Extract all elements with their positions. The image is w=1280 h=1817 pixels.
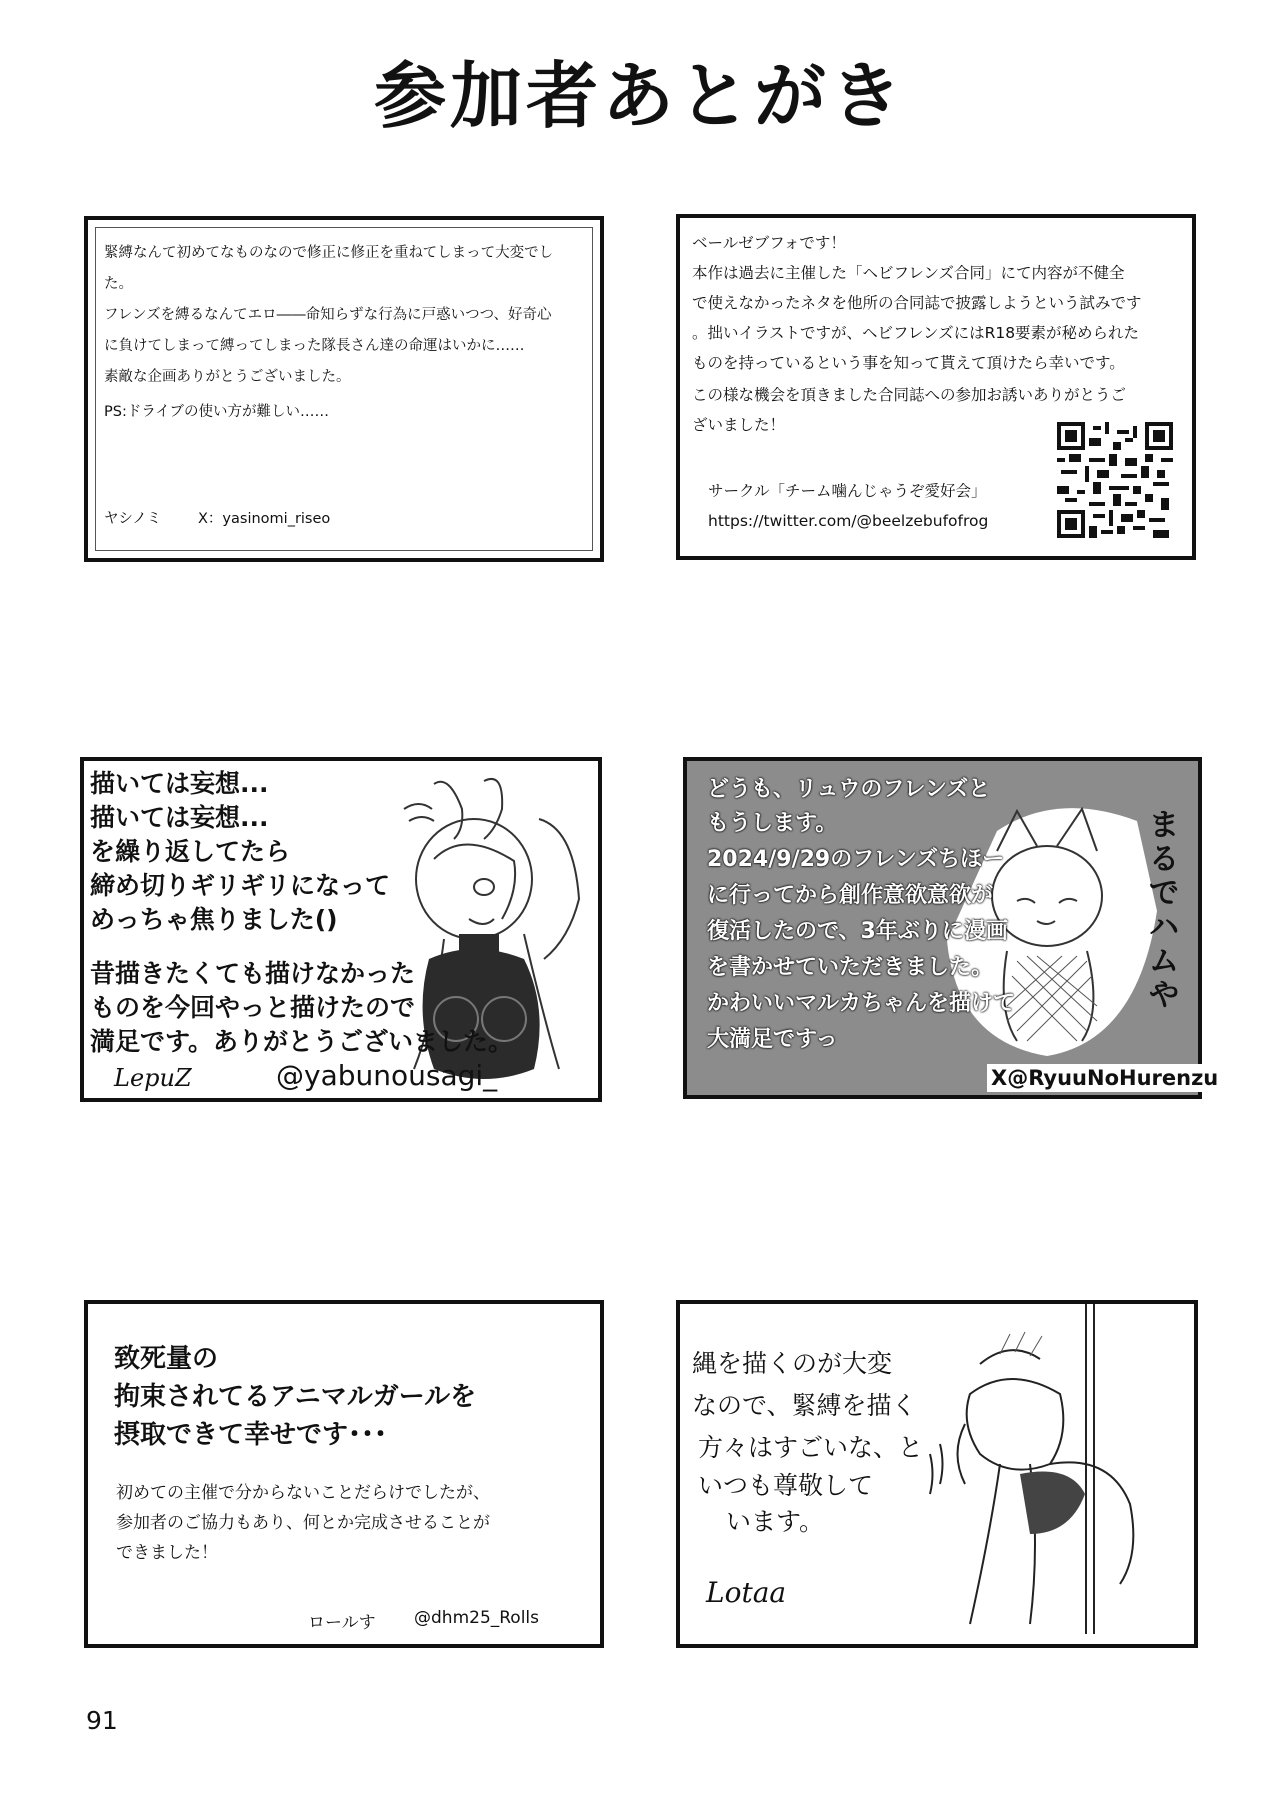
panel-text-line: フレンズを縛るなんてエロ――命知らずな行為に戸惑いつつ、好奇心 [104, 307, 552, 323]
panel-text-line: ざいました！ [692, 416, 786, 434]
author-signature: LepuZ [114, 1064, 192, 1092]
panel-headline: 致死量の [114, 1344, 219, 1374]
panel-text-line: た。 [104, 276, 133, 292]
author-handle: X：yasinomi_riseo [198, 511, 331, 527]
panel-headline: 摂取できて幸せです･･･ [114, 1420, 388, 1450]
handwritten-line: います。 [726, 1507, 825, 1536]
afterword-panel-rolls [84, 1300, 604, 1648]
author-handle: @yabunousagi_ [276, 1059, 498, 1092]
panel-text-line: 描いては妄想... [90, 803, 269, 832]
page-number: 91 [86, 1706, 118, 1735]
author-name: ロールす [308, 1613, 376, 1633]
panel-text-line: できました！ [116, 1543, 218, 1563]
panel-text-line: もうします。 [707, 811, 838, 836]
author-handle: @dhm25_Rolls [414, 1608, 540, 1628]
panel-text-line: に行ってから創作意欲意欲が [707, 883, 994, 908]
panel-text-line: 復活したので、3年ぶりに漫画 [707, 919, 1008, 944]
panel-text-line: どうも、リュウのフレンズと [707, 777, 991, 802]
panel-text-line: 描いては妄想... [90, 769, 269, 798]
afterword-panel-ryuu [683, 757, 1219, 1099]
handwritten-line: 縄を描くのが大変 [692, 1349, 893, 1378]
author-signature: Lotaa [706, 1576, 787, 1609]
panel-text-line: で使えなかったネタを他所の合同誌で披露しようという試みです [692, 294, 1142, 312]
page-title: 参加者あとがき [373, 54, 906, 138]
panel-text-line: に負けてしまって縛ってしまった隊長さん達の命運はいかに…… [104, 338, 525, 354]
author-name: ヤシノミ [104, 511, 162, 527]
afterword-panel-lotaa [676, 1300, 1198, 1648]
panel-text-line: ものを今回やっと描けたので [90, 993, 416, 1022]
handwritten-line: いつも尊敬して [698, 1471, 874, 1500]
panel-text-line: 満足です。ありがとうございました。 [90, 1027, 514, 1056]
speech-bubble-text: まるでハムや [1149, 808, 1179, 1013]
panel-text-line: 本作は過去に主催した「ヘビフレンズ合同」にて内容が不健全 [692, 264, 1125, 282]
panel-text-line: 2024/9/29のフレンズちほー [707, 847, 1005, 872]
panel-text-line: この様な機会を頂きました合同誌への参加お誘いありがとうご [692, 386, 1127, 404]
panel-text-line: 初めての主催で分からないことだらけでしたが、 [116, 1483, 490, 1503]
panel-text-line: 大満足ですっ [707, 1027, 838, 1052]
circle-name: サークル「チーム噛んじゃうぞ愛好会」 [708, 482, 987, 500]
panel-headline: 拘束されてるアニマルガールを [114, 1382, 477, 1412]
panel-text-line: PS:ドライブの使い方が難しい…… [104, 404, 329, 420]
qr-code-icon [1057, 422, 1173, 538]
panel-text-line: 参加者のご協力もあり、何とか完成させることが [116, 1513, 490, 1533]
panel-text-line: 。拙いイラストですが、ヘビフレンズにはR18要素が秘められた [692, 324, 1140, 342]
bound-girl-sketch [910, 1304, 1170, 1644]
panel-text-line: ベールゼブフォです！ [692, 234, 846, 252]
panel-text-line: 素敵な企画ありがとうございました。 [104, 369, 351, 385]
afterword-panel-lepuz [80, 757, 602, 1102]
panel-text-line: めっちゃ焦りました() [90, 905, 338, 934]
panel-text-line: 緊縛なんて初めてなものなので修正に修正を重ねてしまって大変でし [104, 245, 554, 261]
author-handle: X@RyuuNoHurenzu [987, 1064, 1222, 1092]
afterword-panel-yasinomi [84, 216, 604, 562]
handwritten-line: なので、緊縛を描く [692, 1391, 917, 1420]
afterword-panel-beelzebufo [676, 214, 1196, 560]
panel-text-line: 昔描きたくても描けなかった [90, 959, 416, 988]
panel-text-line: を書かせていただきました。 [707, 955, 994, 980]
panel-text-line: を繰り返してたら [90, 837, 291, 866]
panel-text-line: かわいいマルカちゃんを描けて [707, 991, 1016, 1016]
panel-text-line: ものを持っているという事を知って貰えて頂けたら幸いです。 [692, 354, 1125, 372]
twitter-url: https://twitter.com/@beelzebufofrog [708, 512, 989, 530]
panel-text-line: 締め切りギリギリになって [90, 871, 391, 900]
handwritten-line: 方々はすごいな、と [698, 1433, 924, 1462]
